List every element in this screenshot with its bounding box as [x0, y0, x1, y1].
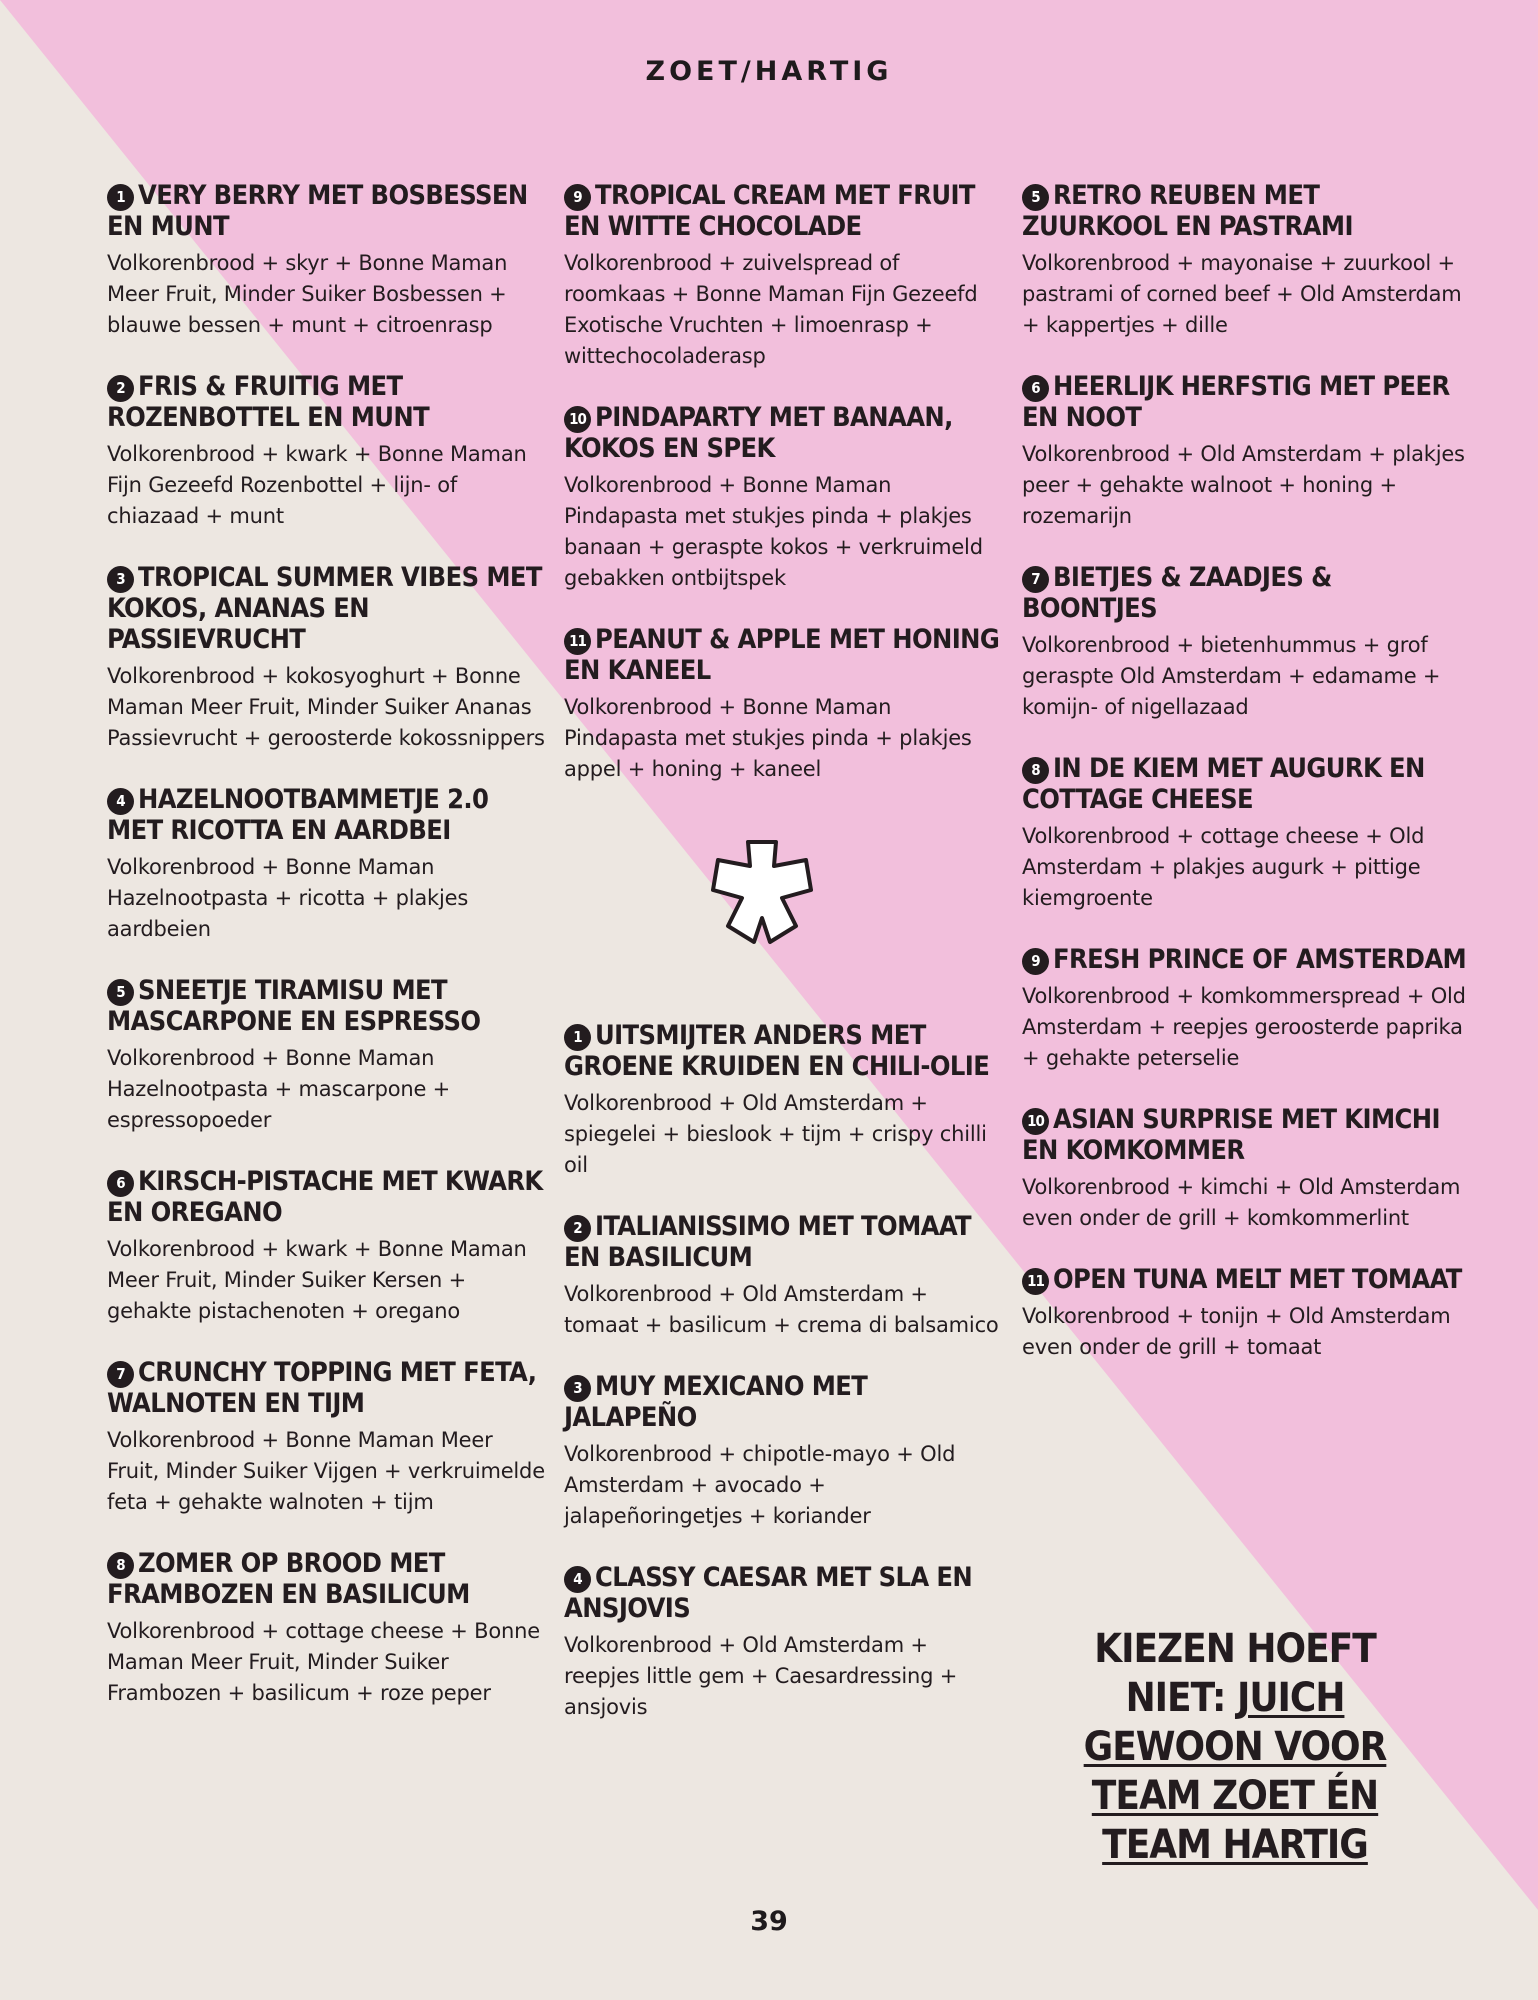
- recipe-title: 11 OPEN TUNA MELT MET TOMAAT: [1022, 1264, 1472, 1295]
- recipe-title: 7 BIETJES & ZAADJES & BOONTJES: [1022, 562, 1332, 624]
- recipe-zoet-9: [564, 180, 1004, 372]
- recipe-description: Volkorenbrood + tonijn + Old Amsterdam even onder de grill + tomaat: [1022, 1304, 1451, 1359]
- number-badge: 3: [564, 1375, 591, 1402]
- recipe-title: 11 PEANUT & APPLE MET HONING EN KANEEL: [564, 624, 1000, 686]
- recipe-hartig-11: [1022, 1264, 1472, 1363]
- number-badge: 4: [564, 1566, 591, 1593]
- recipe-description: Volkorenbrood + skyr + Bonne Maman Meer Fruit, Minder Suiker Bosbessen + blauwe bessen + munt + citroenrasp: [107, 251, 508, 337]
- tagline: [1080, 1625, 1390, 1870]
- recipe-title: 8 IN DE KIEM MET AUGURK EN COTTAGE CHEESE: [1022, 753, 1425, 815]
- number-badge: 5: [1022, 184, 1049, 211]
- recipe-title: 9 TROPICAL CREAM MET FRUIT EN WITTE CHOCOLADE: [564, 180, 975, 242]
- recipe-description: Volkorenbrood + Bonne Maman Hazelnootpasta + mascarpone + espressopoeder: [107, 1046, 451, 1132]
- number-badge: 7: [1022, 566, 1049, 593]
- number-badge: 9: [1022, 948, 1049, 975]
- recipe-hartig-5: [1022, 180, 1472, 341]
- recipe-hartig-1: [564, 1020, 1004, 1181]
- recipe-zoet-4: [107, 784, 547, 945]
- recipe-description: Volkorenbrood + zuivelspread of roomkaas + Bonne Maman Fijn Gezeefd Exotische Vruchten + limoenrasp + wittechocoladerasp: [564, 251, 978, 368]
- recipe-hartig-10: [1022, 1104, 1472, 1234]
- recipe-title: 1 UITSMIJTER ANDERS MET GROENE KRUIDEN EN CHILI-OLIE: [564, 1020, 990, 1082]
- recipe-zoet-7: [107, 1357, 547, 1518]
- recipe-hartig-8: [1022, 753, 1472, 914]
- number-badge: 3: [107, 566, 134, 593]
- column-zoet-left: [107, 180, 547, 1739]
- number-badge: 4: [107, 788, 134, 815]
- recipe-title: 9 FRESH PRINCE OF AMSTERDAM: [1022, 944, 1472, 975]
- number-badge: 11: [564, 628, 591, 655]
- recipe-title: 5 SNEETJE TIRAMISU MET MASCARPONE EN ESPRESSO: [107, 975, 481, 1037]
- recipe-hartig-3: [564, 1371, 1004, 1532]
- number-badge: 10: [564, 406, 591, 433]
- tagline-line: GEWOON VOOR: [1083, 1724, 1387, 1770]
- recipe-zoet-3: [107, 562, 547, 754]
- recipe-title: 3 TROPICAL SUMMER VIBES MET KOKOS, ANANAS EN PASSIEVRUCHT: [107, 562, 542, 655]
- column-hartig-middle: [564, 1020, 1004, 1753]
- number-badge: 8: [1022, 757, 1049, 784]
- page-header: ZOET/HARTIG: [645, 56, 893, 87]
- recipe-description: Volkorenbrood + kwark + Bonne Maman Meer Fruit, Minder Suiker Kersen + gehakte pistachenoten + oregano: [107, 1237, 527, 1323]
- number-badge: 1: [107, 184, 134, 211]
- recipe-title: 8 ZOMER OP BROOD MET FRAMBOZEN EN BASILICUM: [107, 1548, 470, 1610]
- recipe-title: 2 FRIS & FRUITIG MET ROZENBOTTEL EN MUNT: [107, 371, 430, 433]
- recipe-zoet-10: [564, 402, 1004, 594]
- number-badge: 10: [1022, 1108, 1049, 1135]
- tagline-line: TEAM ZOET ÉN: [1091, 1773, 1379, 1819]
- number-badge: 8: [107, 1552, 134, 1579]
- number-badge: 2: [107, 375, 134, 402]
- recipe-zoet-2: [107, 371, 547, 532]
- recipe-description: Volkorenbrood + Old Amsterdam + reepjes little gem + Caesardressing + ansjovis: [564, 1633, 958, 1719]
- tagline-line: KIEZEN HOEFT: [1094, 1626, 1376, 1672]
- recipe-title: 2 ITALIANISSIMO MET TOMAAT EN BASILICUM: [564, 1211, 971, 1273]
- column-zoet-middle: [564, 180, 1004, 815]
- recipe-zoet-5: [107, 975, 547, 1136]
- recipe-hartig-9: [1022, 944, 1472, 1074]
- recipe-description: Volkorenbrood + kimchi + Old Amsterdam even onder de grill + komkommerlint: [1022, 1175, 1461, 1230]
- recipe-description: Volkorenbrood + cottage cheese + Old Amsterdam + plakjes augurk + pittige kiemgroente: [1022, 824, 1425, 910]
- recipe-hartig-7: [1022, 562, 1472, 723]
- number-badge: 5: [107, 979, 134, 1006]
- tagline-line: TEAM HARTIG: [1102, 1822, 1368, 1868]
- recipe-title: 4 HAZELNOOTBAMMETJE 2.0 MET RICOTTA EN AARDBEI: [107, 784, 489, 846]
- number-badge: 6: [1022, 375, 1049, 402]
- recipe-description: Volkorenbrood + bietenhummus + grof geraspte Old Amsterdam + edamame + komijn- of nigellazaad: [1022, 633, 1441, 719]
- recipe-description: Volkorenbrood + Old Amsterdam + spiegelei + bieslook + tijm + crispy chilli oil: [564, 1091, 987, 1177]
- number-badge: 6: [107, 1170, 134, 1197]
- recipe-title: 6 HEERLIJK HERFSTIG MET PEER EN NOOT: [1022, 371, 1450, 433]
- number-badge: 2: [564, 1215, 591, 1242]
- recipe-description: Volkorenbrood + cottage cheese + Bonne Maman Meer Fruit, Minder Suiker Frambozen + basilicum + roze peper: [107, 1619, 540, 1705]
- number-badge: 11: [1022, 1268, 1049, 1295]
- number-badge: 9: [564, 184, 591, 211]
- recipe-description: Volkorenbrood + kokosyoghurt + Bonne Maman Meer Fruit, Minder Suiker Ananas Passievrucht + geroosterde kokossnippers: [107, 664, 545, 750]
- recipe-description: Volkorenbrood + Bonne Maman Pindapasta met stukjes pinda + plakjes banaan + geraspte kokos + verkruimeld gebakken ontbijtspek: [564, 473, 983, 590]
- recipe-title: 7 CRUNCHY TOPPING MET FETA, WALNOTEN EN TIJM: [107, 1357, 537, 1419]
- recipe-description: Volkorenbrood + Old Amsterdam + plakjes peer + gehakte walnoot + honing + rozemarijn: [1022, 442, 1465, 528]
- star-icon: [710, 838, 814, 954]
- recipe-description: Volkorenbrood + Bonne Maman Meer Fruit, Minder Suiker Vijgen + verkruimelde feta + gehakte walnoten + tijm: [107, 1428, 545, 1514]
- recipe-title: 10 PINDAPARTY MET BANAAN, KOKOS EN SPEK: [564, 402, 953, 464]
- number-badge: 1: [564, 1024, 591, 1051]
- recipe-title: 4 CLASSY CAESAR MET SLA EN ANSJOVIS: [564, 1562, 973, 1624]
- recipe-description: Volkorenbrood + chipotle-mayo + Old Amsterdam + avocado + jalapeñoringetjes + koriander: [564, 1442, 956, 1528]
- recipe-description: Volkorenbrood + komkommerspread + Old Amsterdam + reepjes geroosterde paprika + gehakte peterselie: [1022, 984, 1466, 1070]
- recipe-title: 3 MUY MEXICANO MET JALAPEÑO: [564, 1371, 868, 1433]
- recipe-zoet-1: [107, 180, 547, 341]
- recipe-zoet-11: [564, 624, 1004, 785]
- column-hartig-right: [1022, 180, 1472, 1393]
- recipe-description: Volkorenbrood + Old Amsterdam + tomaat + basilicum + crema di balsamico: [564, 1282, 999, 1337]
- page-number: 39: [750, 1906, 788, 1937]
- recipe-title: 10 ASIAN SURPRISE MET KIMCHI EN KOMKOMMER: [1022, 1104, 1440, 1166]
- recipe-title: 6 KIRSCH-PISTACHE MET KWARK EN OREGANO: [107, 1166, 543, 1228]
- recipe-zoet-6: [107, 1166, 547, 1327]
- recipe-description: Volkorenbrood + Bonne Maman Pindapasta met stukjes pinda + plakjes appel + honing + kaneel: [564, 695, 972, 781]
- recipe-description: Volkorenbrood + mayonaise + zuurkool + pastrami of corned beef + Old Amsterdam + kappertjes + dille: [1022, 251, 1462, 337]
- recipe-title: 5 RETRO REUBEN MET ZUURKOOL EN PASTRAMI: [1022, 180, 1353, 242]
- recipe-zoet-8: [107, 1548, 547, 1709]
- recipe-hartig-2: [564, 1211, 1004, 1341]
- recipe-hartig-4: [564, 1562, 1004, 1723]
- recipe-description: Volkorenbrood + kwark + Bonne Maman Fijn Gezeefd Rozenbottel + lijn- of chiazaad + munt: [107, 442, 527, 528]
- tagline-line: NIET: JUICH: [1125, 1675, 1345, 1721]
- number-badge: 7: [107, 1361, 134, 1388]
- recipe-title: 1 VERY BERRY MET BOSBESSEN EN MUNT: [107, 180, 528, 242]
- recipe-hartig-6: [1022, 371, 1472, 532]
- recipe-description: Volkorenbrood + Bonne Maman Hazelnootpasta + ricotta + plakjes aardbeien: [107, 855, 469, 941]
